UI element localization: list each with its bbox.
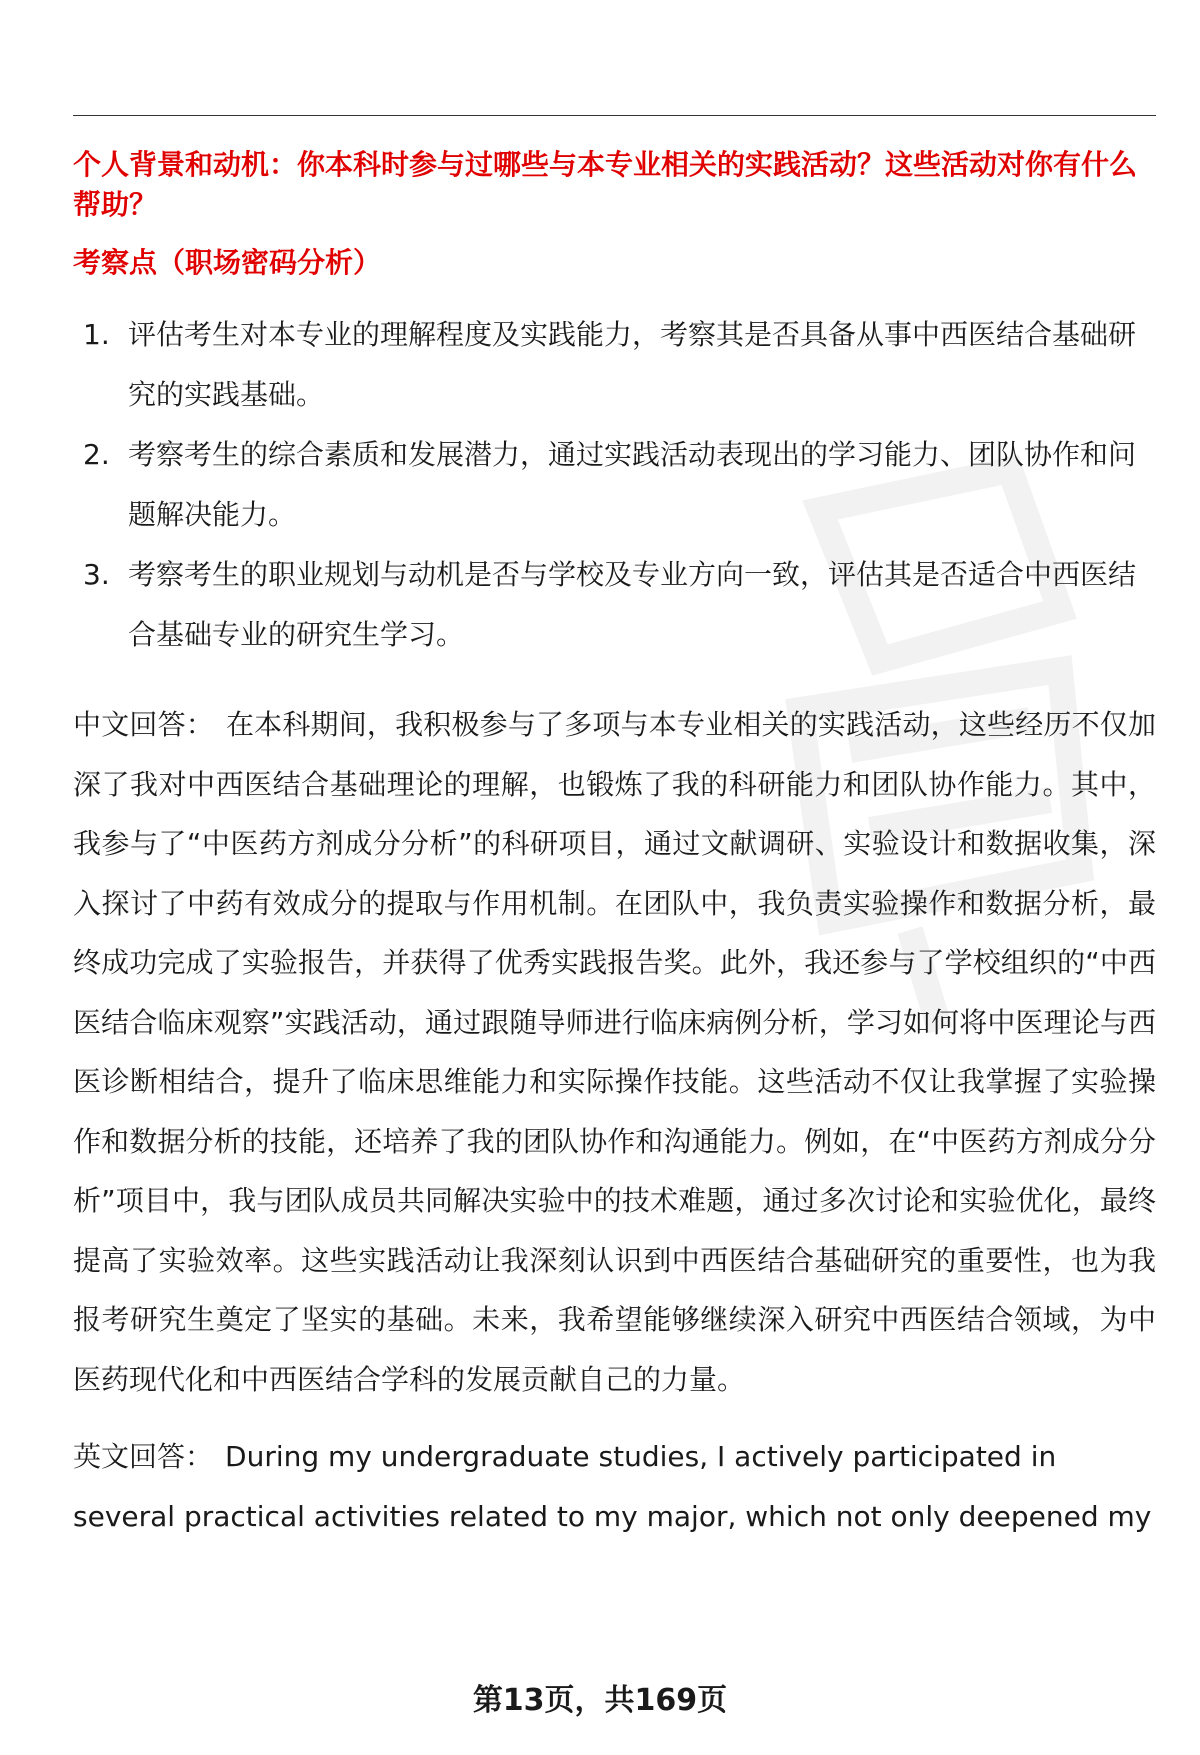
- list-item: [73, 545, 1156, 665]
- list-item-text: 考察考生的综合素质和发展潜力，通过实践活动表现出的学习能力、团队协作和问题解决能力。: [128, 438, 1137, 531]
- english-answer: [73, 1427, 1156, 1546]
- list-item: [73, 425, 1156, 545]
- header-rule: [73, 115, 1156, 116]
- page-content: [73, 145, 1156, 1546]
- chinese-answer-label: 中文回答：: [73, 708, 214, 741]
- question-heading: 个人背景和动机：你本科时参与过哪些与本专业相关的实践活动？这些活动对你有什么帮助？: [73, 148, 1138, 221]
- chinese-answer: [73, 695, 1156, 1409]
- page-number-footer: 第13页，共169页: [472, 1683, 728, 1718]
- english-answer-label: 英文回答：: [73, 1440, 214, 1473]
- list-item-number: 2.: [83, 438, 110, 471]
- list-item-text: 考察考生的职业规划与动机是否与学校及专业方向一致，评估其是否适合中西医结合基础专业的研究生学习。: [128, 558, 1137, 651]
- assessment-points-heading: 考察点（职场密码分析）: [73, 246, 382, 279]
- assessment-points-list: [73, 305, 1156, 665]
- list-item-number: 3.: [83, 558, 110, 591]
- list-item-text: 评估考生对本专业的理解程度及实践能力，考察其是否具备从事中西医结合基础研究的实践基础。: [128, 318, 1137, 411]
- chinese-answer-text: 在本科期间，我积极参与了多项与本专业相关的实践活动，这些经历不仅加深了我对中西医结合基础理论的理解，也锻炼了我的科研能力和团队协作能力。其中，我参与了“中医药方剂成分分析”的科研项目，通过文献调研、实验设计和数据收集，深入探讨了中药有效成分的提取与作用机制。在团队中，我负责实验操作和数据分析，最终成功完成了实验报告，并获得了优秀实践报告奖。此外，我还参与了学校组织的“中西医结合临床观察”实践活动，通过跟随导师进行临床病例分析，学习如何将中医理论与西医诊断相结合，提升了临床思维能力和实际操作技能。这些活动不仅让我掌握了实验操作和数据分析的技能，还培养了我的团队协作和沟通能力。例如，在“中医药方剂成分分析”项目中，我与团队成员共同解决实验中的技术难题，通过多次讨论和实验优化，最终提高了实验效率。这些实践活动让我深刻认识到中西医结合基础研究的重要性，也为我报考研究生奠定了坚实的基础。未来，我希望能够继续深入研究中西医结合领域，为中医药现代化和中西医结合学科的发展贡献自己的力量。: [73, 708, 1156, 1396]
- english-answer-text: During my undergraduate studies, I actively participated in several practical activities related to my major, which not only deepened my: [73, 1440, 1152, 1533]
- list-item: [73, 305, 1156, 425]
- list-item-number: 1.: [83, 318, 110, 351]
